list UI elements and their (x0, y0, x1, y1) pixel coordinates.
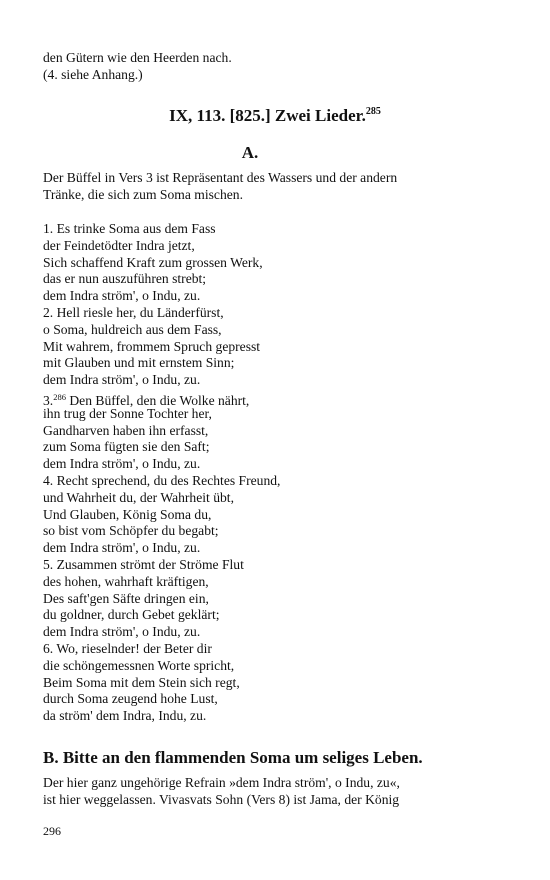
text-line: Der Büffel in Vers 3 ist Repräsentant des Wassers und der andern (43, 170, 398, 185)
text-line: den Gütern wie den Heerden nach. (43, 50, 232, 65)
continued-text (43, 50, 463, 84)
text-line: (4. siehe Anhang.) (43, 66, 143, 82)
text-line: Tränke, die sich zum Soma mischen. (43, 186, 243, 202)
verse-line: Gandharven haben ihn erfasst, (43, 422, 209, 438)
verse-line: du goldner, durch Gebet geklärt; (43, 607, 220, 623)
verse-line: so bist vom Schöpfer du begabt; (43, 523, 219, 539)
verse-line: Mit wahrem, frommem Spruch gepresst (43, 338, 261, 354)
verse-line: dem Indra ström', o Indu, zu. (43, 288, 201, 304)
verse-line: zum Soma fügten sie den Saft; (43, 439, 210, 455)
verse-number: 3. (43, 392, 54, 408)
verse-line: der Feindetödter Indra jetzt, (43, 237, 195, 253)
text-line: ist hier weggelassen. Vivasvats Sohn (Vers 8) ist Jama, der König (43, 791, 400, 807)
section-b-text (43, 775, 463, 809)
chapter-title: IX, 113. [825.] Zwei Lieder. (169, 106, 366, 125)
verse-line: 6. Wo, rieselnder! der Beter dir (43, 640, 212, 656)
verse-line: 4. Recht sprechend, du des Rechtes Freund, (43, 472, 281, 488)
page-number: 296 (43, 824, 61, 838)
verse-line: o Soma, huldreich aus dem Fass, (43, 321, 222, 337)
verse-line: dem Indra ström', o Indu, zu. (43, 456, 201, 472)
verse-line: Und Glauben, König Soma du, (43, 506, 212, 522)
verse-line: 1. Es trinke Soma aus dem Fass (43, 221, 216, 236)
verse-line: des hohen, wahrhaft kräftigen, (43, 573, 209, 589)
verse-line: Sich schaffend Kraft zum grossen Werk, (43, 254, 263, 270)
section-a-intro (43, 170, 463, 204)
verse-line: dem Indra ström', o Indu, zu. (43, 624, 201, 640)
section-a-heading: A. (241, 143, 259, 162)
verse-line: 5. Zusammen strömt der Ströme Flut (43, 556, 244, 572)
verse-line: Des saft'gen Säfte dringen ein, (43, 590, 209, 606)
verse-line: dem Indra ström', o Indu, zu. (43, 372, 201, 388)
verse-line: dem Indra ström', o Indu, zu. (43, 540, 201, 556)
chapter-heading (0, 106, 550, 126)
verse-line: durch Soma zeugend hohe Lust, (43, 691, 218, 707)
footnote-ref: 286 (53, 391, 66, 402)
verse-line: da ström' dem Indra, Indu, zu. (43, 708, 207, 724)
text-line: Der hier ganz ungehörige Refrain »dem Indra ström', o Indu, zu«, (43, 775, 400, 790)
verse-line: das er nun auszuführen strebt; (43, 271, 207, 287)
section-b-heading: B. Bitte an den flammenden Soma um seliges Leben. (43, 748, 423, 767)
footnote-ref: 285 (365, 106, 381, 117)
verse-line: 2. Hell riesle her, du Länderfürst, (43, 304, 224, 320)
verse-line (43, 389, 463, 406)
verse-line: mit Glauben und mit ernstem Sinn; (43, 355, 235, 371)
verse-line: ihn trug der Sonne Tochter her, (43, 405, 212, 421)
verse-line: Beim Soma mit dem Stein sich regt, (43, 674, 240, 690)
verse-block (43, 221, 463, 725)
verse-line: und Wahrheit du, der Wahrheit übt, (43, 489, 234, 505)
verse-text: Den Büffel, den die Wolke nährt, (65, 392, 250, 408)
verse-line: die schöngemessnen Worte spricht, (43, 657, 235, 673)
